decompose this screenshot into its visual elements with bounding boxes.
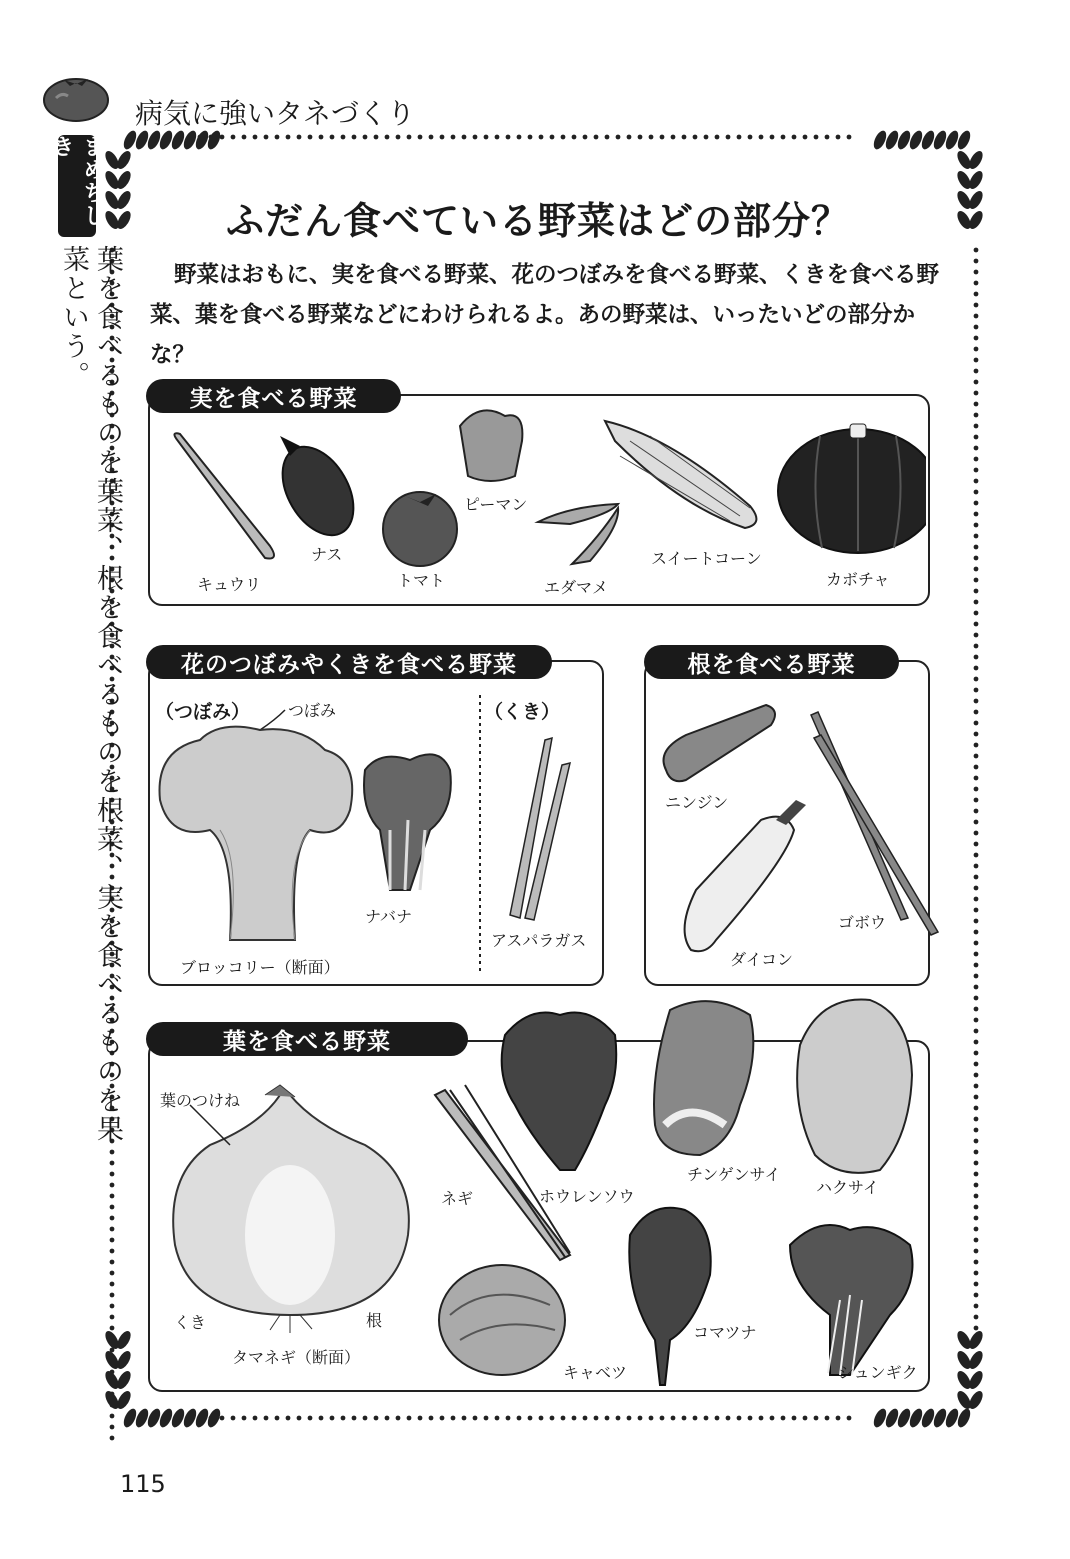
pepper-illustration [460,410,522,481]
label-chingensai: チンゲンサイ [687,1165,781,1184]
daikon-illustration [685,800,806,951]
root-illustrations [646,690,956,980]
side-tab-text: まめちしき [49,135,105,227]
header-title [135,92,415,132]
label-hakusai: ハクサイ [816,1178,879,1197]
label-spinach: ホウレンソウ [539,1187,635,1206]
label-pumpkin: カボチャ [826,570,890,589]
label-negi: ネギ [441,1189,474,1208]
asparagus-illustration [510,738,570,920]
eggplant-illustration [268,434,368,547]
label-asparagus: アスパラガス [491,931,587,950]
fruit-illustrations [150,396,926,602]
komatsuna-illustration [629,1208,710,1385]
onion-callout-root: 根 [366,1311,383,1330]
label-carrot: ニンジン [665,793,729,812]
carrot-illustration [664,705,776,781]
label-pepper: ピーマン [464,495,528,514]
root-tag: 根を食べる野菜 [644,645,899,679]
burdock-illustration [811,712,938,935]
cucumber-illustration [174,433,274,558]
intro-text: 野菜はおもに、実を食べる野菜、花のつぼみを食べる野菜、くきを食べる野菜、葉を食べる野菜などにわけられるよ。あの野菜は、いったいどの部分かな？ [150,262,940,368]
label-edamame: エダマメ [544,578,609,597]
label-cucumber: キュウリ [197,575,262,594]
pumpkin-illustration [778,424,926,553]
side-tab-label [49,135,105,237]
leaf-tag: 葉を食べる野菜 [146,1022,468,1056]
flower-tag: 花のつぼみやくきを食べる野菜 [146,645,552,679]
tomato-illustration [383,492,457,566]
onion-illustration [173,1085,409,1333]
label-cabbage: キャベツ [563,1363,628,1382]
label-komatsuna: コマツナ [693,1323,757,1342]
label-corn: スイートコーン [651,549,762,568]
onion-callout-stem: くき [174,1313,207,1332]
label-tomato: トマト [397,571,446,590]
label-daikon: ダイコン [730,950,794,969]
fruit-tag: 実を食べる野菜 [146,379,401,413]
spinach-illustration [502,1013,617,1171]
edamame-illustration [538,504,618,564]
nabana-illustration [364,754,451,890]
label-onion: タマネギ（断面） [232,1348,361,1367]
label-eggplant: ナス [311,545,343,564]
stem-subheading: （くき） [484,701,561,723]
label-burdock: ゴボウ [838,913,887,932]
hakusai-illustration [797,1000,912,1173]
intro-paragraph [150,255,940,375]
label-shungiku: シュンギク [838,1363,918,1382]
broccoli-illustration [160,727,353,940]
page-title: ふだん食べている野菜はどの部分？ [226,199,851,243]
side-note: 葉を食べるものを葉菜、根を食べるものを根菜、実を食べるものを果菜という。 [58,245,123,1144]
cabbage-illustration [439,1265,565,1375]
bud-callout: つぼみ [288,701,337,720]
bud-subheading: （つぼみ） [155,701,251,723]
label-nabana: ナバナ [365,907,413,926]
corn-illustration [605,421,756,528]
page-number: 115 [120,1470,166,1498]
onion-callout-leafbase: 葉のつけね [160,1091,241,1110]
leaf-illustrations [150,995,926,1387]
shungiku-illustration [790,1225,913,1375]
tomato-icon [42,70,110,122]
label-broccoli: ブロッコリー（断面） [180,958,340,977]
header-title-text: 病気に強いタネづくり [135,97,416,130]
chingensai-illustration [654,1001,753,1155]
